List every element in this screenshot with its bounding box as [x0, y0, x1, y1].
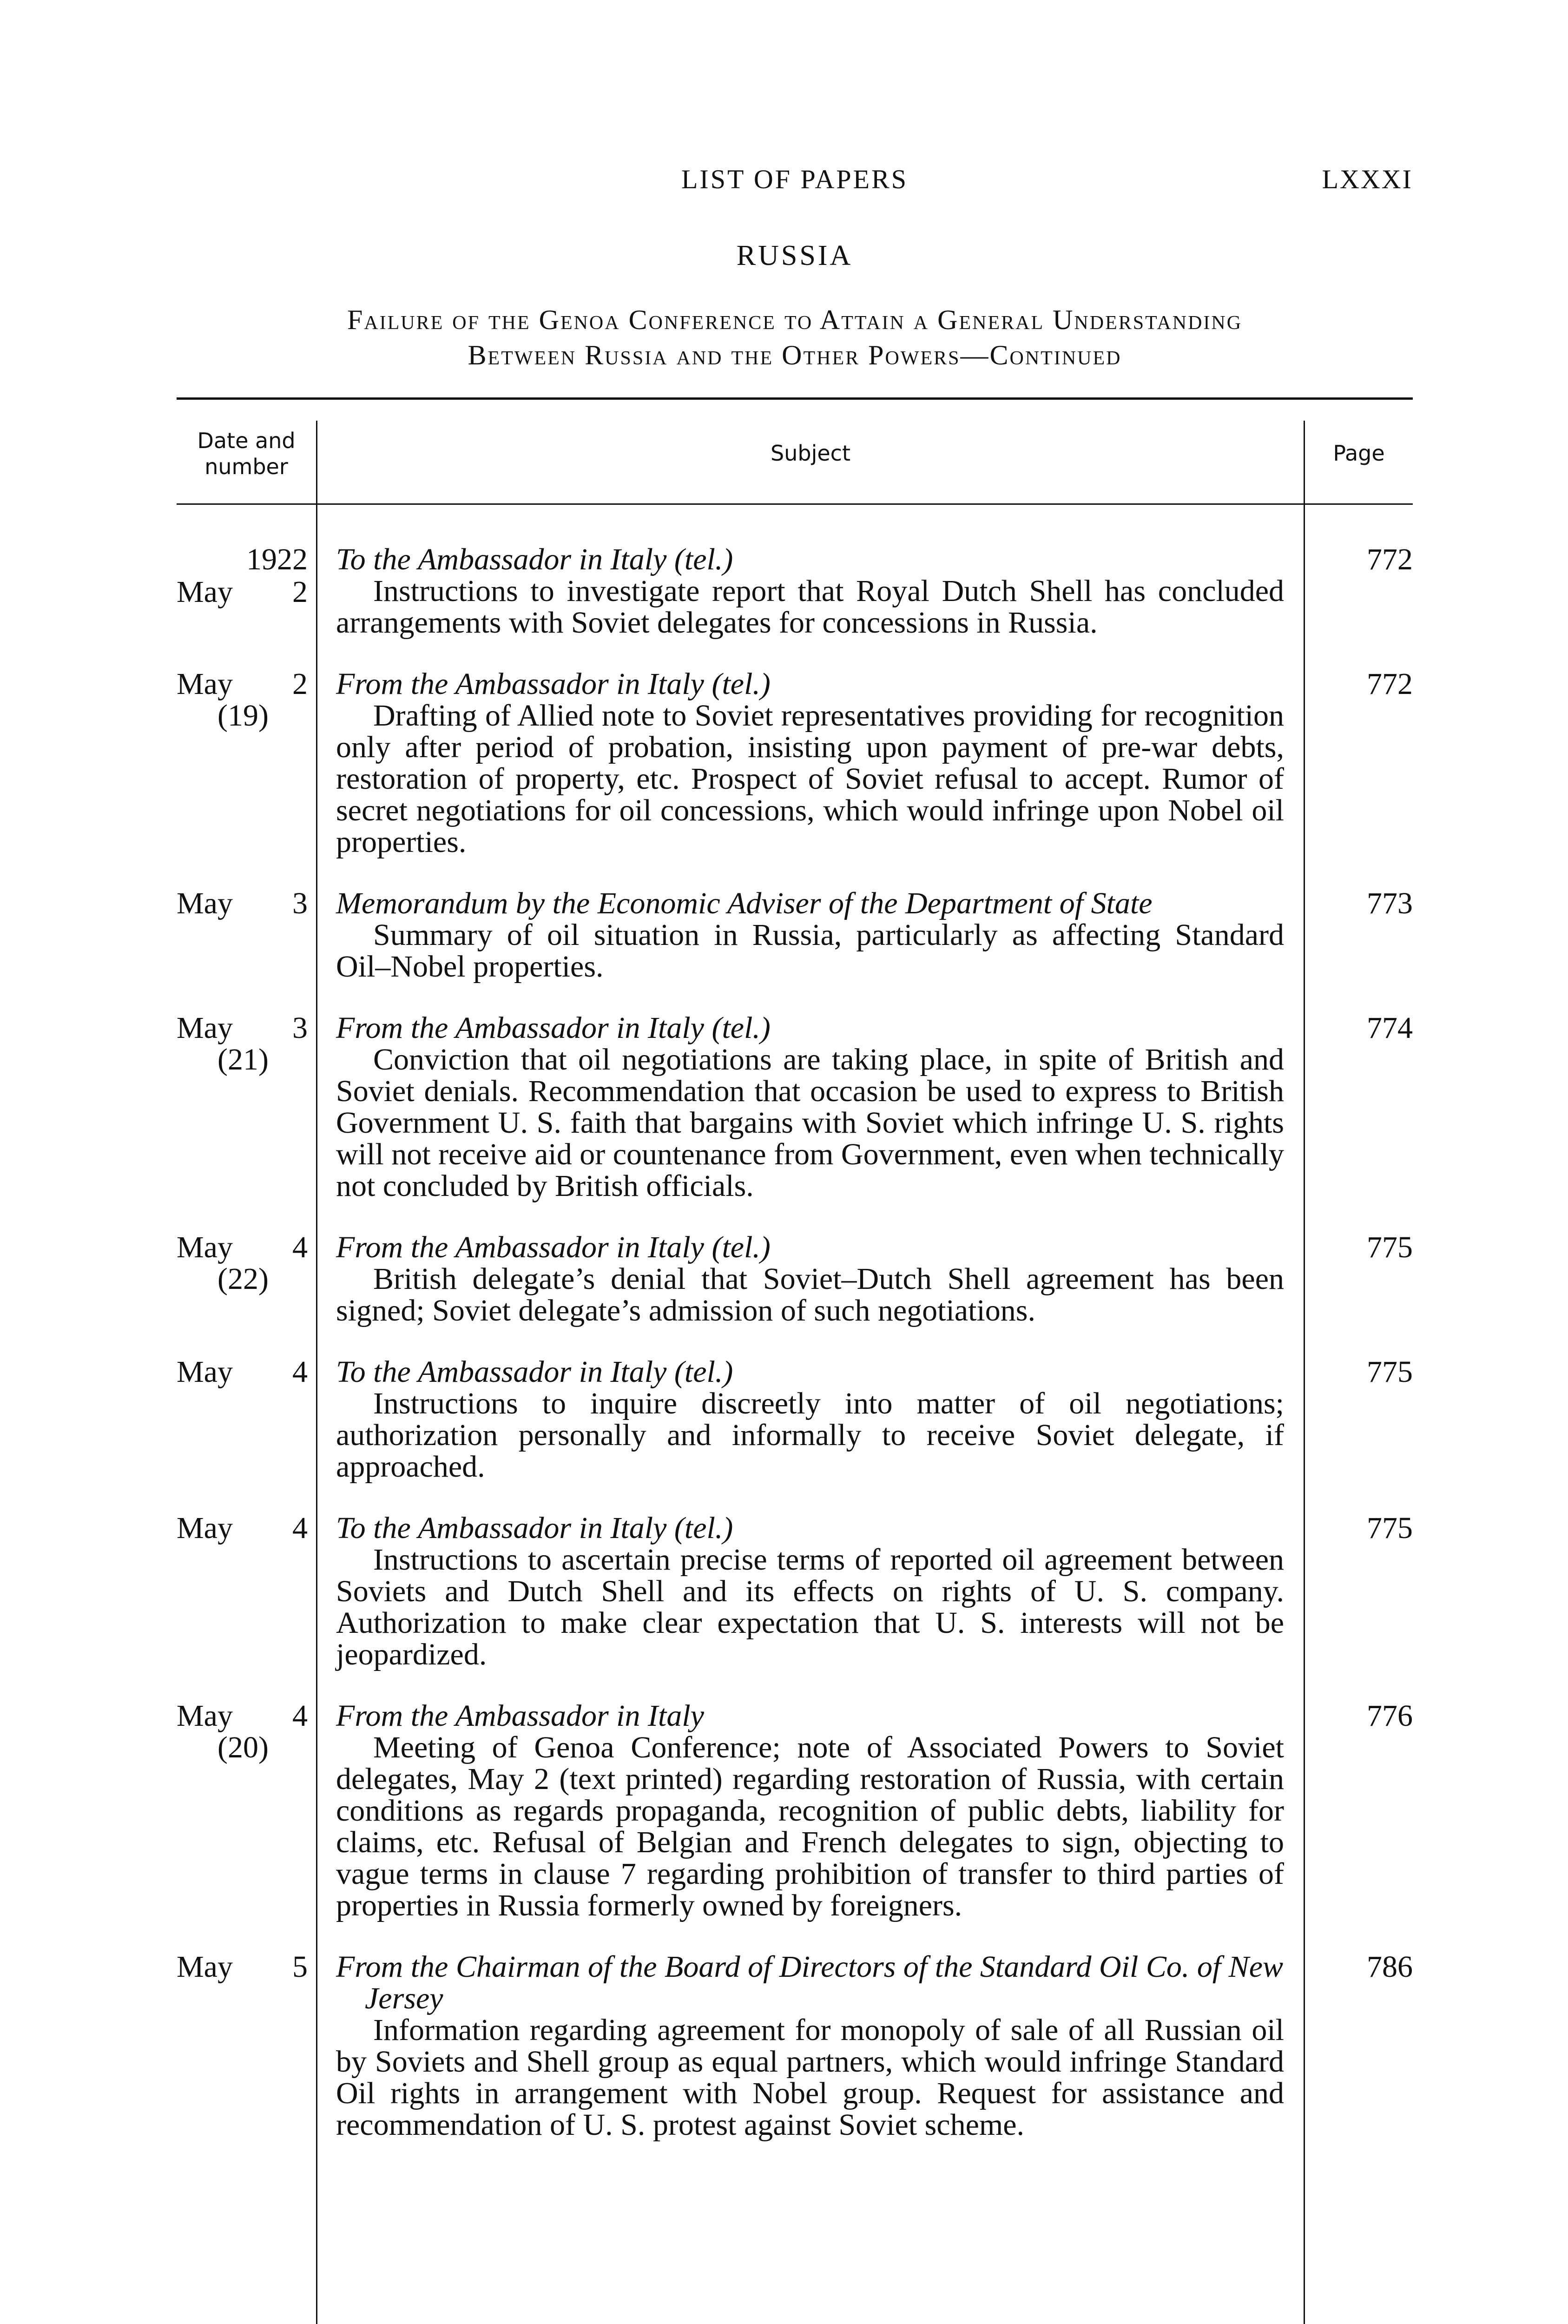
date-cell [177, 544, 316, 608]
day: 3 [292, 886, 308, 920]
subject-cell [336, 1232, 1284, 1327]
day: 4 [292, 1699, 308, 1733]
page-number: 775 [1367, 1230, 1413, 1264]
table-row [177, 544, 1413, 639]
month-day [177, 576, 316, 608]
month: May [177, 886, 233, 920]
table-body [177, 544, 1413, 2171]
month: May [177, 1355, 233, 1389]
day: 4 [292, 1230, 308, 1264]
day: 5 [292, 1950, 308, 1984]
month: May [177, 1511, 233, 1545]
running-head [177, 164, 1413, 205]
section-subtitle-line: Failure of the Genoa Conference to Attain a General Understanding [347, 304, 1243, 335]
subject-cell [336, 1700, 1284, 1921]
subject-summary: Conviction that oil negotiations are taking place, in spite of British and Soviet denials. Recommendation that occasion be used to express to British Government U. S. faith that bargains with Soviet which infringe U. S. rights will not receive aid or countenance from Government, even when technically not concluded by British officials. [336, 1043, 1284, 1203]
subject-cell [336, 1512, 1284, 1670]
month-day [177, 1700, 316, 1732]
column-header-subject: Subject [771, 441, 850, 466]
month-day [177, 1012, 316, 1044]
document-number: (22) [217, 1262, 269, 1296]
document-number: (19) [217, 699, 269, 733]
date-cell [177, 1951, 316, 1983]
section-subtitle [167, 302, 1422, 373]
page-number: 776 [1367, 1699, 1413, 1733]
correspondent: To the Ambassador in Italy (tel.) [336, 1511, 733, 1545]
subject-cell [336, 1951, 1284, 2141]
table-row [177, 1232, 1413, 1327]
correspondent: From the Ambassador in Italy (tel.) [336, 1230, 771, 1264]
date-cell [177, 1512, 316, 1544]
date-cell [177, 888, 316, 919]
subject-summary: Drafting of Allied note to Soviet representatives providing for recognition only after period of probation, insisting upon payment of pre-war debts, restoration of property, etc. Prospect of Soviet refusal to accept. Rumor of secret negotiations for oil concessions, which would infringe upon Nobel oil properties. [336, 699, 1284, 859]
day: 2 [292, 667, 308, 701]
date-cell [177, 1012, 316, 1076]
subject-summary: Summary of oil situation in Russia, particularly as affecting Standard Oil–Nobel properties. [336, 918, 1284, 984]
document-number: (20) [217, 1730, 269, 1764]
month-day [177, 1356, 316, 1388]
subject-summary: Instructions to investigate report that Royal Dutch Shell has concluded arrangements with Soviet delegates for concessions in Russia. [336, 574, 1284, 640]
page-folio: LXXXI [1322, 164, 1413, 194]
month: May [177, 1011, 233, 1045]
table-row [177, 1700, 1413, 1921]
page-number: 775 [1367, 1355, 1413, 1389]
month-day [177, 668, 316, 700]
document-number: (21) [217, 1043, 269, 1076]
column-header-date [177, 428, 316, 480]
correspondent: From the Ambassador in Italy (tel.) [336, 667, 771, 701]
page-number: 772 [1367, 542, 1413, 576]
date-cell [177, 1232, 316, 1295]
subject-summary: British delegate’s denial that Soviet–Dutch Shell agreement has been signed; Soviet delegate’s admission of such negotiations. [336, 1262, 1284, 1327]
day: 4 [292, 1511, 308, 1545]
month: May [177, 1950, 233, 1984]
subject-summary: Meeting of Genoa Conference; note of Associated Powers to Soviet delegates, May 2 (text printed) regarding restoration of Russia, with certain conditions as regards propaganda, recognition of public debts, liability for claims, etc. Refusal of Belgian and French delegates to sign, objecting to vague terms in clause 7 regarding prohibition of transfer to third parties of properties in Russia formerly owned by foreigners. [336, 1730, 1284, 1922]
day: 2 [292, 575, 308, 609]
section-title: RUSSIA [736, 240, 853, 271]
column-header-date-line: number [204, 454, 288, 479]
date-cell [177, 668, 316, 732]
year: 1922 [246, 542, 308, 576]
page-number: 773 [1367, 886, 1413, 920]
table-row [177, 1356, 1413, 1483]
subject-cell [336, 668, 1284, 858]
table-top-rule [177, 397, 1413, 400]
column-header-date-line: Date and [197, 428, 296, 453]
subject-cell [336, 888, 1284, 983]
correspondent: From the Ambassador in Italy [336, 1699, 704, 1733]
table-row [177, 1012, 1413, 1202]
subject-summary: Instructions to ascertain precise terms of reported oil agreement between Soviets and Dutch Shell and its effects on rights of U. S. company. Authorization to make clear expectation that U. S. interests will not be jeopardized. [336, 1543, 1284, 1671]
month: May [177, 667, 233, 701]
month-day [177, 1232, 316, 1263]
section-subtitle-line: Between Russia and the Other Powers—Continued [468, 340, 1122, 370]
page-number: 786 [1367, 1950, 1413, 1984]
column-header-page: Page [1333, 441, 1385, 466]
month-day [177, 1512, 316, 1544]
table-row [177, 888, 1413, 983]
month: May [177, 1699, 233, 1733]
page-number: 772 [1367, 667, 1413, 701]
subject-summary: Information regarding agreement for monopoly of sale of all Russian oil by Soviets and Shell group as equal partners, which would infringe Standard Oil rights in arrangement with Nobel group. Request for assistance and recommendation of U. S. protest against Soviet scheme. [336, 2013, 1284, 2142]
correspondent: To the Ambassador in Italy (tel.) [336, 542, 733, 576]
table-row [177, 1512, 1413, 1670]
date-cell [177, 1700, 316, 1763]
table-row [177, 668, 1413, 858]
table-header-rule [177, 503, 1413, 505]
month: May [177, 575, 233, 609]
list-of-papers-table [177, 397, 1413, 2324]
correspondent: To the Ambassador in Italy (tel.) [336, 1355, 733, 1389]
correspondent: From the Ambassador in Italy (tel.) [336, 1011, 771, 1045]
day: 3 [292, 1011, 308, 1045]
subject-cell [336, 1356, 1284, 1483]
table-row [177, 1951, 1413, 2141]
date-cell [177, 1356, 316, 1388]
month: May [177, 1230, 233, 1264]
correspondent: Memorandum by the Economic Adviser of the Department of State [336, 886, 1153, 920]
correspondent: From the Chairman of the Board of Directors of the Standard Oil Co. of New Jersey [336, 1950, 1284, 2015]
subject-cell [336, 1012, 1284, 1202]
running-title: LIST OF PAPERS [681, 164, 908, 194]
page-number: 774 [1367, 1011, 1413, 1045]
month-day [177, 1951, 316, 1983]
subject-cell [336, 544, 1284, 639]
page-number: 775 [1367, 1511, 1413, 1545]
month-day [177, 888, 316, 919]
subject-summary: Instructions to inquire discreetly into matter of oil negotiations; authorization personally and informally to receive Soviet delegate, if approached. [336, 1386, 1284, 1484]
day: 4 [292, 1355, 308, 1389]
